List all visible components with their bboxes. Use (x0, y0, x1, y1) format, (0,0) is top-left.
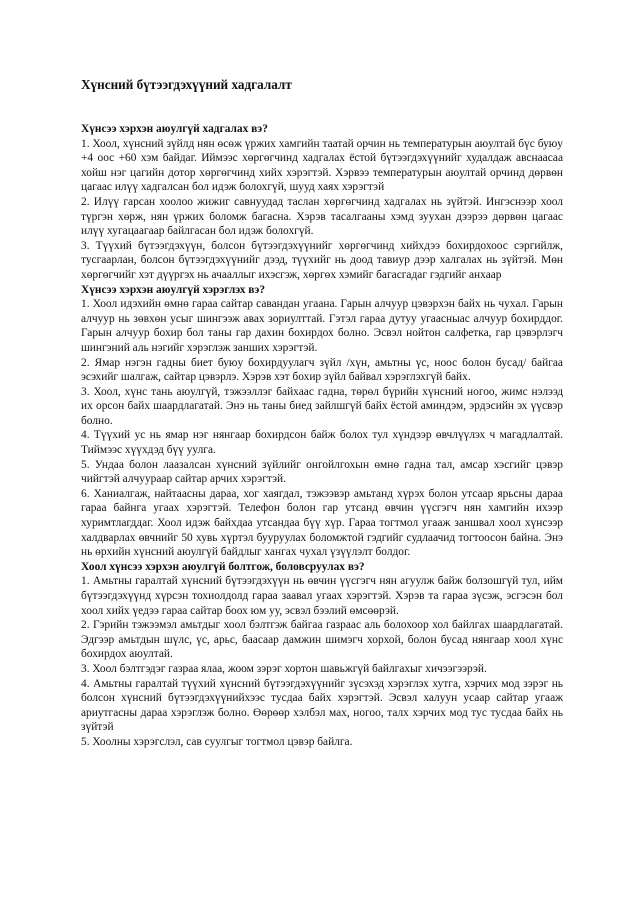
paragraph: 1. Хоол, хүнсний зүйлд нян өсөж үржих хамгийн таатай орчин нь температурын аюултай бүс буюу +4 оос +60 хэм байдаг. Иймээс хөргөгчинд хадгалах ёстой бүтээгдэхүүнийг худалдаж авснаасаа хойш нэг цагийн дотор хөргөгчинд хийх хэрэгтэй. Хэрвээ температурын аюултай орчинд дөрвөн цагаас илүү хадгалсан бол идэж болохгүй, шууд хаях хэрэгтэй (81, 137, 563, 194)
paragraph: 2. Ямар нэгэн гадны биет буюу бохирдуулагч зүйл /хүн, амьтны үс, ноос болон бусад/ байгаа эсэхийг шалгаж, сайтар цэвэрлэ. Хэрэв хэт бохир зүйл байвал хэрэглэхгүй байх. (81, 356, 563, 384)
paragraph: 2. Гэрийн тэжээмэл амьтдыг хоол бэлтгэж байгаа газраас аль болохоор хол байлгах шаардлагатай. Эдгээр амьтдын шүлс, үс, арьс, баасаар дамжин шимэгч хорхой, болон бусад нянгаар хоол хүнс бохирдох аюултай. (81, 619, 563, 661)
section-heading: Хоол хүнсээ хэрхэн аюулгүй болтгож, боловсруулах вэ? (81, 560, 365, 573)
paragraph: 4. Түүхий ус нь ямар нэг нянгаар бохирдсон байж болох тул хүндээр өвчлүүлэх ч магадлалтай. Тиймээс хүүхдэд бүү уулга. (81, 429, 563, 457)
document-body (81, 122, 563, 750)
section-heading: Хүнсээ хэрхэн аюулгүй хадгалах вэ? (81, 123, 268, 135)
paragraph: 5. Ундаа болон лаазалсан хүнсний зүйлийг онгойлгохын өмнө гадна тал, амсар хэсгийг цэвэр чийгтэй алчуураар сайтар арчих хэрэгтэй. (81, 458, 563, 486)
document-page (81, 76, 563, 750)
section-heading: Хүнсээ хэрхэн аюулгүй хэрэглэх вэ? (81, 283, 266, 296)
paragraph: 5. Хоолны хэрэгслэл, сав суулгыг тогтмол цэвэр байлга. (81, 735, 353, 748)
paragraph: 1. Хоол идэхийн өмнө гараа сайтар савандан угаана. Гарын алчуур цэвэрхэн байх нь чухал. Гарын алчуур нь зөвхөн усыг шингээж авах зориулттай. Гэтэл гараа дутуу угаасныас алчуур бохирддог. Гарын алчуур бохир бол таны гар дахин бохирдох болно. Эсвэл нойтон салфетка, гар цэвэрлэгч шингэний аль нэгийг хэрэглэж заншиx хэрэгтэй. (81, 298, 563, 354)
paragraph: 3. Хоол бэлтгэдэг газраа ялаа, жоом зэрэг хортон шавьжгүй байлгахыг хичээгээрэй. (81, 662, 487, 675)
paragraph: 3. Хоол, хүнс тань аюулгүй, тэжээллэг байхаас гадна, төрөл бүрийн хүнсний ногоо, жимс нэлээд их орсон байх шаардлагатай. Энэ нь таны биед зайлшгүй байх ёстой аминдэм, эрдэсийн эх үүсвэр болно. (81, 385, 563, 427)
document-title: Хүнсний бүтээгдэхүүний хадгалалт (81, 77, 292, 92)
paragraph: 3. Түүхий бүтээгдэхүүн, болсон бүтээгдэхүүнийг хөргөгчинд хийхдээ бохирдохоос сэргийлж, тусгаарлан, болсон бүтээгдэхүүнийг дээд, түүхийг нь доод тавиур дээр халгалах нь зүйтэй. Мөн хөргөгчийг хэт дүүргэх нь ачааллыг ихэсгэж, хөргөх хэмийг багасгадаг гэдгийг анхаар (81, 239, 563, 281)
paragraph: 6. Ханиалгаж, найтаасны дараа, хог хаягдал, тэжээвэр амьтанд хүрэх болон утсаар ярьсны дараа гараа байнга угаах хэрэгтэй. Телефон болон гар утсанд өвчин үүсгэгч нян хамгийн ихээр хуримтлагддаг. Хоол идэж байхдаа утсандаа бүү хүр. Гараа тогтмол угааж заншвал хоол хүнсээр халдварлах өвчнийг 50 хувь хүртэл бууруулах боломжтой гэдгийг судлаачид тогтоосон байна. Энэ нь өрхийн хүнсний аюулгүй байдлыг хангах чухал үзүүлэлт болдог. (81, 487, 563, 559)
paragraph: 1. Амьтны гаралтай хүнсний бүтээгдэхүүн нь өвчин үүсгэгч нян агуулж байж болзошгүй тул, ийм бүтээгдэхүүнд хүрсэн тохиолдолд гараа заавал угаах хэрэгтэй. Хэрэв та гараа зүсэж, эсгэсэн бол хоол хийх үедээ гараа сайтар боох юм уу, эсвэл бээлий өмсөөрэй. (81, 575, 563, 617)
paragraph: 4. Амьтны гаралтай түүхий хүнсний бүтээгдэхүүнийг зүсэхэд хэрэглэх хутга, хэрчих мод зэрэг нь болсон хүнсний бүтээгдэхүүнийхээс тусдаа байх хэрэгтэй. Эсвэл халуун усаар сайтар угааж ариутгасны дараа хэрэглэж болно. Өөрөөр хэлбэл мах, ногоо, талх хэрчих мод тус тусдаа байх нь зүйтэй (81, 677, 563, 734)
paragraph: 2. Илүү гарсан хоолоо жижиг савнуудад таслан хөргөгчинд хадгалах нь зүйтэй. Ингэснээр хоол түргэн хөрж, нян үржих боломж багасна. Хэрэв тасалгааны хэмд зуухан дээрээ дөрвөн цагаас илүү хугацаагаар байлгасан бол идэж болохгүй. (81, 195, 563, 238)
